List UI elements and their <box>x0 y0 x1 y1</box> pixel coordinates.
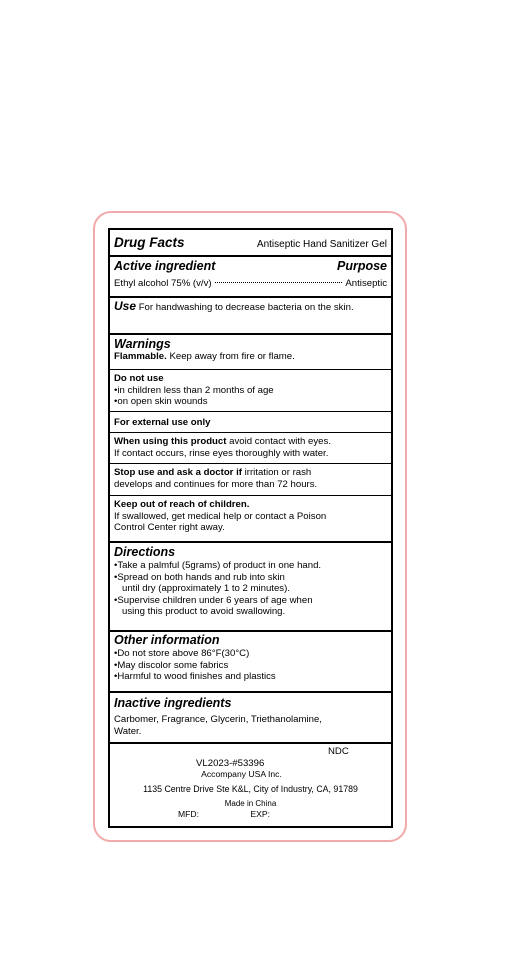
direction-item: • Spread on both hands and rub into skin <box>114 572 387 584</box>
divider <box>110 495 391 496</box>
other-info-heading: Other information <box>114 633 220 647</box>
do-not-use-item: • in children less than 2 months of age <box>114 385 387 397</box>
stop-use-text: irritation or rash <box>244 467 312 478</box>
drug-facts-header <box>110 235 391 251</box>
when-using-section <box>110 436 391 459</box>
warnings-heading: Warnings <box>114 337 171 351</box>
directions-heading: Directions <box>114 545 176 559</box>
keep-out-label: Keep out of reach of children. <box>114 499 250 510</box>
divider <box>110 541 391 543</box>
divider <box>110 369 391 370</box>
divider <box>110 630 391 632</box>
flammable-text: Keep away from fire or flame. <box>169 351 295 362</box>
purpose-value: Antiseptic <box>345 278 387 289</box>
stop-use-label: Stop use and ask a doctor if <box>114 467 242 478</box>
active-ingredient-header <box>110 259 391 273</box>
warnings-section <box>110 337 391 363</box>
dot-leader <box>215 282 343 283</box>
do-not-use-section <box>110 373 391 408</box>
do-not-use-heading: Do not use <box>114 373 164 384</box>
active-ingredient-row <box>110 278 391 290</box>
when-using-label: When using this product <box>114 436 227 447</box>
company-address: 1135 Centre Drive Ste K&L, City of Industry, CA, 91789 <box>143 783 358 794</box>
stop-use-section <box>110 467 391 490</box>
other-info-item: • Do not store above 86°F(30°C) <box>114 648 387 660</box>
other-info-item: • Harmful to wood finishes and plastics <box>114 671 387 683</box>
divider <box>110 432 391 433</box>
when-using-text: avoid contact with eyes. <box>229 436 331 447</box>
stop-use-text-2: develops and continues for more than 72 hours. <box>114 478 318 490</box>
mfd-label: MFD: <box>178 808 200 819</box>
keep-out-text-2: Control Center right away. <box>114 522 225 533</box>
keep-out-section <box>110 499 391 534</box>
divider <box>110 742 391 744</box>
active-ingredient-heading: Active ingredient <box>114 259 216 273</box>
divider <box>110 691 391 693</box>
product-code: VL2023-#53396 <box>196 757 265 769</box>
inactive-text: Carbomer, Fragrance, Glycerin, Triethanolamine, <box>114 714 322 725</box>
divider <box>110 255 391 257</box>
company-name: Accompany USA Inc. <box>201 769 282 779</box>
use-section <box>110 301 370 314</box>
divider <box>110 333 391 335</box>
use-text: For handwashing to decrease bacteria on the skin. <box>138 302 354 313</box>
inactive-section <box>110 695 391 737</box>
exp-label: EXP: <box>250 808 270 819</box>
divider <box>110 463 391 464</box>
inactive-text-2: Water. <box>114 725 142 737</box>
purpose-heading: Purpose <box>336 259 387 273</box>
ndc-label: NDC <box>328 746 349 757</box>
other-info-section <box>110 633 391 683</box>
use-heading: Use <box>114 299 137 313</box>
other-info-item: • May discolor some fabrics <box>114 660 387 672</box>
directions-section <box>110 545 391 618</box>
divider <box>110 296 391 298</box>
do-not-use-item: • on open skin wounds <box>114 396 387 408</box>
when-using-text-2: If contact occurs, rinse eyes thoroughly with water. <box>114 447 329 459</box>
footer-section <box>110 746 391 819</box>
direction-item: • Supervise children under 6 years of age when <box>114 595 387 607</box>
drug-facts-panel <box>108 228 393 828</box>
active-ingredient: Ethyl alcohol 75% (v/v) <box>114 278 212 289</box>
product-name: Antiseptic Hand Sanitizer Gel <box>256 239 387 250</box>
inactive-heading: Inactive ingredients <box>114 696 232 710</box>
direction-item-cont: using this product to avoid swallowing. <box>122 606 286 617</box>
external-use-only: For external use only <box>114 417 211 428</box>
direction-item: • Take a palmful (5grams) of product in one hand. <box>114 560 387 572</box>
divider <box>110 411 391 412</box>
direction-item-cont: until dry (approximately 1 to 2 minutes). <box>122 583 290 594</box>
keep-out-text: If swallowed, get medical help or contact a Poison <box>114 510 327 522</box>
drug-facts-title: Drug Facts <box>114 235 185 250</box>
flammable-label: Flammable. <box>114 351 167 362</box>
made-in: Made in China <box>224 799 277 808</box>
